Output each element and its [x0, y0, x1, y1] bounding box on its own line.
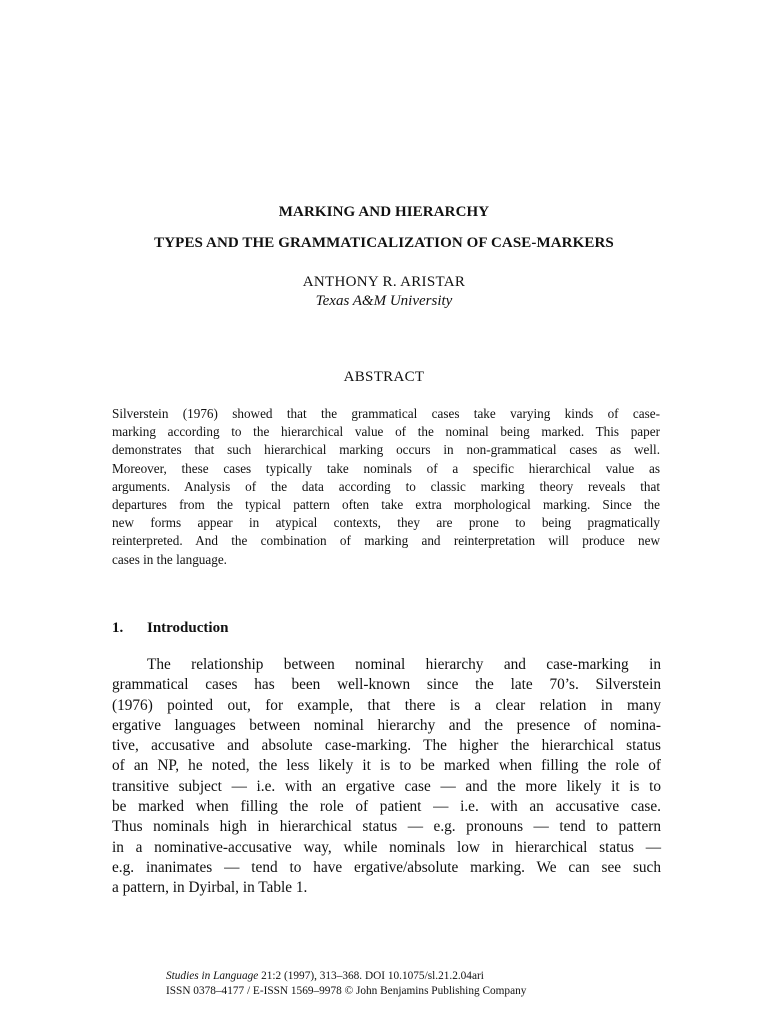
section-number: 1.	[112, 620, 124, 636]
footer-issn: ISSN 0378–4177 / E-ISSN 1569–9978 © John Benjamins Publishing Company	[166, 985, 527, 997]
abstract-line: marking according to the hierarchical value of the nominal being marked. This paper	[112, 424, 660, 440]
abstract-line: demonstrates that such hierarchical marking occurs in non-grammatical cases as well.	[112, 442, 660, 458]
page-footer	[166, 969, 526, 999]
paragraph-line: e.g. inanimates — tend to have ergative/absolute marking. We can see such	[112, 858, 661, 876]
abstract-line: Silverstein (1976) showed that the grammatical cases take varying kinds of case-	[112, 406, 660, 421]
abstract-line: departures from the typical pattern often take extra morphological marking. Since the	[112, 497, 660, 513]
footer-citation	[166, 969, 526, 984]
abstract-body	[112, 405, 660, 569]
abstract-heading: ABSTRACT	[343, 369, 425, 385]
author-affiliation: Texas A&M University	[315, 293, 453, 309]
abstract-line: cases in the language.	[112, 551, 227, 567]
abstract-line: reinterpreted. And the combination of marking and reinterpretation will produce new	[112, 533, 660, 549]
paragraph-line: grammatical cases has been well-known since the late 70’s. Silverstein	[112, 676, 661, 694]
paragraph-line: of an NP, he noted, the less likely it is to be marked when filling the role of	[112, 757, 661, 775]
paragraph-line: a pattern, in Dyirbal, in Table 1.	[112, 879, 308, 897]
footer-journal: Studies in Language	[166, 970, 259, 982]
paper-title: MARKING AND HIERARCHY	[278, 204, 490, 220]
abstract-line: Moreover, these cases typically take nominals of a specific hierarchical value as	[112, 460, 660, 476]
abstract-line: new forms appear in atypical contexts, they are prone to being pragmatically	[112, 515, 660, 531]
author-name: ANTHONY R. ARISTAR	[302, 274, 466, 290]
paragraph-line: transitive subject — i.e. with an ergative case — and the more likely it is to	[112, 777, 661, 795]
paragraph-line: The relationship between nominal hierarchy and case-marking in	[147, 656, 661, 673]
abstract-line: arguments. Analysis of the data according to classic marking theory reveals that	[112, 478, 660, 494]
section-title: Introduction	[147, 620, 229, 636]
paragraph-line: Thus nominals high in hierarchical status — e.g. pronouns — tend to pattern	[112, 818, 661, 836]
footer-citation-details: 21:2 (1997), 313–368. DOI 10.1075/sl.21.2.04ari	[258, 970, 484, 982]
paragraph-line: tive, accusative and absolute case-marking. The higher the hierarchical status	[112, 737, 661, 755]
section-heading	[112, 620, 228, 637]
paragraph-line: ergative languages between nominal hierarchy and the presence of nomina-	[112, 716, 661, 734]
paragraph-line: be marked when filling the role of patient — i.e. with an accusative case.	[112, 798, 661, 816]
paper-subtitle: TYPES AND THE GRAMMATICALIZATION OF CASE-MARKERS	[154, 235, 614, 251]
introduction-paragraph	[112, 655, 661, 899]
paragraph-line: in a nominative-accusative way, while nominals low in hierarchical status —	[112, 838, 661, 856]
paragraph-line: (1976) pointed out, for example, that there is a clear relation in many	[112, 696, 661, 714]
